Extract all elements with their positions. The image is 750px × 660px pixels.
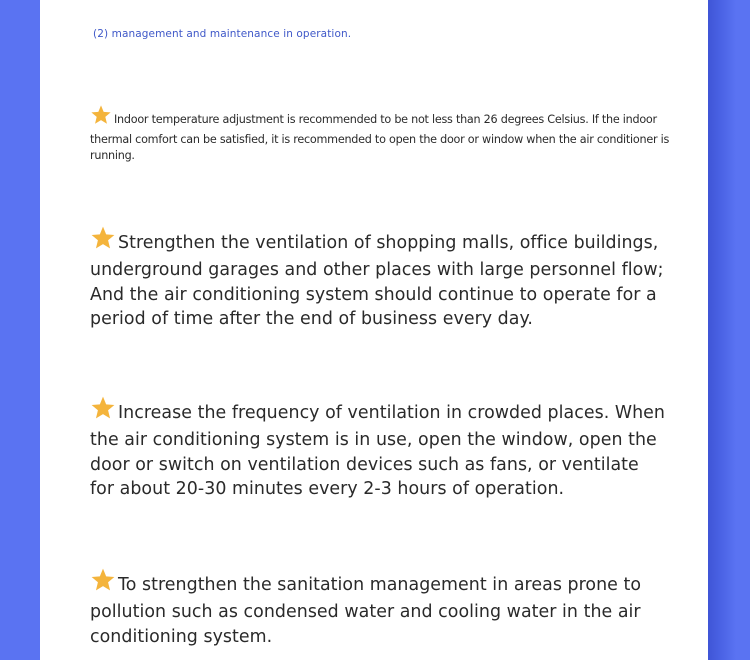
document-page xyxy=(40,0,708,660)
paragraph-text: Indoor temperature adjustment is recommended to be not less than 26 degrees Celsius. If the indoor thermal comfort can be satisfied, it is recommended to open the door or window when the air conditioner is running. xyxy=(90,113,670,162)
paragraph-frequency xyxy=(90,395,665,501)
star-icon xyxy=(90,225,116,258)
star-icon xyxy=(90,395,116,428)
paragraph-text: To strengthen the sanitation management in areas prone to pollution such as condensed water and cooling water in the air conditioning system. xyxy=(90,575,642,647)
star-icon xyxy=(90,104,112,132)
paragraph-text: Increase the frequency of ventilation in crowded places. When the air conditioning system is in use, open the window, open the door or switch on ventilation devices such as fans, or ventilate for about 20-30 minutes every 2-3 hours of operation. xyxy=(90,403,665,499)
paragraph-temperature xyxy=(90,104,670,165)
star-icon xyxy=(90,567,116,600)
paragraph-ventilation xyxy=(90,225,665,331)
paragraph-sanitation xyxy=(90,567,665,649)
section-subtitle: (2) management and maintenance in operation. xyxy=(93,28,352,40)
page-edge-shadow xyxy=(708,0,736,660)
paragraph-text: Strengthen the ventilation of shopping malls, office buildings, underground garages and other places with large personnel flow; And the air conditioning system should continue to operate for a period of time after the end of business every day. xyxy=(90,233,664,329)
